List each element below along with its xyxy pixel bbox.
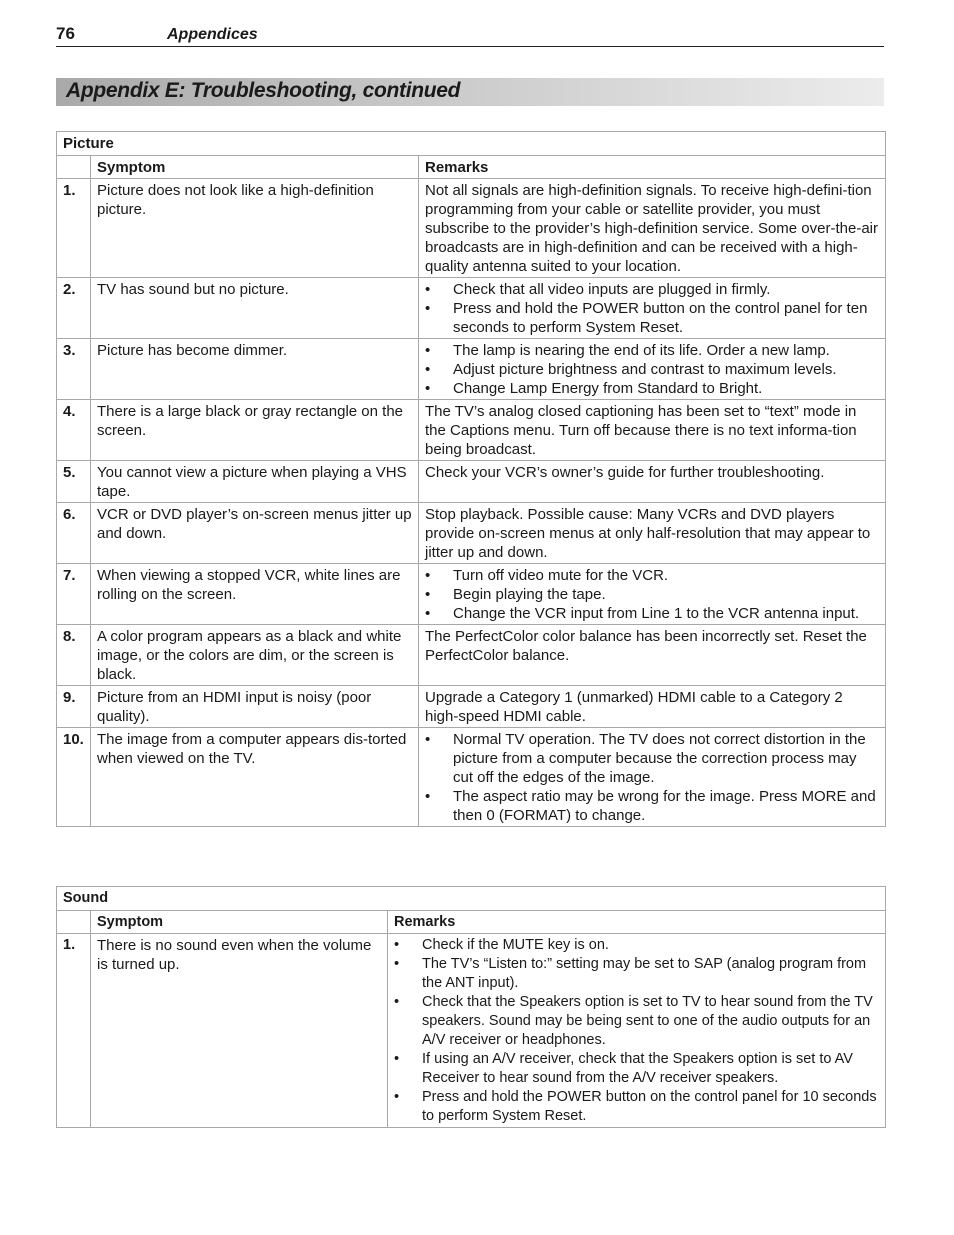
remarks-cell: The PerfectColor color balance has been incorrectly set. Reset the PerfectColor balance. <box>419 625 886 686</box>
remarks-bullet: • Adjust picture brightness and contrast to maximum levels. <box>425 360 879 379</box>
symptom-cell: Picture does not look like a high-definition picture. <box>91 179 419 278</box>
remarks-bullet-list <box>425 730 879 825</box>
remarks-bullet-list <box>394 936 879 1126</box>
row-number: 1. <box>57 934 91 1128</box>
symptom-column-header: Symptom <box>91 911 388 934</box>
row-number: 7. <box>57 564 91 625</box>
table-row <box>57 278 886 339</box>
remarks-bullet-list <box>425 566 879 623</box>
remarks-bullet-list <box>425 280 879 337</box>
remarks-bullet: • The lamp is nearing the end of its life. Order a new lamp. <box>425 341 879 360</box>
row-number: 10. <box>57 728 91 827</box>
remarks-bullet-list <box>425 341 879 398</box>
symptom-cell: When viewing a stopped VCR, white lines are rolling on the screen. <box>91 564 419 625</box>
symptom-cell: Picture has become dimmer. <box>91 339 419 400</box>
remarks-cell <box>419 278 886 339</box>
symptom-cell: There is no sound even when the volume is turned up. <box>91 934 388 1128</box>
row-number: 5. <box>57 461 91 503</box>
symptom-cell: Picture from an HDMI input is noisy (poor quality). <box>91 686 419 728</box>
remarks-bullet: • Begin playing the tape. <box>425 585 879 604</box>
remarks-cell: Stop playback. Possible cause: Many VCRs and DVD players provide on-screen menus at only half-resolution that may appear to jitter up and down. <box>419 503 886 564</box>
remarks-cell: Not all signals are high-definition signals. To receive high-defini-tion programming from your cable or satellite provider, you must subscribe to the provider’s high-definition service. Some over-the-air broadcasts are in high-definition and can be received with a high-quality antenna suited to your location. <box>419 179 886 278</box>
table-row <box>57 625 886 686</box>
symptom-cell: A color program appears as a black and white image, or the colors are dim, or the screen is black. <box>91 625 419 686</box>
remarks-bullet: • Check that the Speakers option is set to TV to hear sound from the TV speakers. Sound may be being sent to one of the audio outputs for an A/V receiver or headphones. <box>394 993 879 1050</box>
remarks-cell <box>419 564 886 625</box>
page-header <box>56 24 884 47</box>
table-row <box>57 179 886 278</box>
remarks-bullet: • Press and hold the POWER button on the control panel for ten seconds to perform System Reset. <box>425 299 879 337</box>
table-row <box>57 728 886 827</box>
symptom-cell: The image from a computer appears dis-torted when viewed on the TV. <box>91 728 419 827</box>
row-number: 9. <box>57 686 91 728</box>
table-row <box>57 461 886 503</box>
symptom-cell: There is a large black or gray rectangle on the screen. <box>91 400 419 461</box>
table-row <box>57 934 886 1128</box>
sound-troubleshooting-table <box>56 886 886 1128</box>
remarks-cell: Check your VCR’s owner’s guide for further troubleshooting. <box>419 461 886 503</box>
remarks-bullet: • Check that all video inputs are plugged in firmly. <box>425 280 879 299</box>
table-row <box>57 503 886 564</box>
page-number: 76 <box>56 24 75 43</box>
appendix-title-bar <box>56 78 884 106</box>
remarks-column-header: Remarks <box>388 911 886 934</box>
remarks-bullet: • Turn off video mute for the VCR. <box>425 566 879 585</box>
row-number: 6. <box>57 503 91 564</box>
row-number: 4. <box>57 400 91 461</box>
symptom-cell: VCR or DVD player’s on-screen menus jitter up and down. <box>91 503 419 564</box>
header-spacer <box>57 156 91 179</box>
section-row <box>57 887 886 911</box>
row-number: 2. <box>57 278 91 339</box>
row-number: 3. <box>57 339 91 400</box>
column-header-row <box>57 156 886 179</box>
remarks-bullet: • Change the VCR input from Line 1 to the VCR antenna input. <box>425 604 879 623</box>
table-row <box>57 564 886 625</box>
remarks-cell <box>419 339 886 400</box>
remarks-bullet: • Press and hold the POWER button on the control panel for 10 seconds to perform System Reset. <box>394 1088 879 1126</box>
table-row <box>57 400 886 461</box>
section-row <box>57 132 886 156</box>
remarks-bullet: • The aspect ratio may be wrong for the image. Press MORE and then 0 (FORMAT) to change. <box>425 787 879 825</box>
running-section-title: Appendices <box>167 26 258 43</box>
section-heading: Sound <box>57 887 886 911</box>
remarks-cell <box>419 728 886 827</box>
remarks-cell <box>388 934 886 1128</box>
remarks-column-header: Remarks <box>419 156 886 179</box>
column-header-row <box>57 911 886 934</box>
remarks-bullet: • If using an A/V receiver, check that the Speakers option is set to AV Receiver to hear sound from the A/V receiver speakers. <box>394 1050 879 1088</box>
row-number: 1. <box>57 179 91 278</box>
section-heading: Picture <box>57 132 886 156</box>
header-spacer <box>57 911 91 934</box>
symptom-cell: You cannot view a picture when playing a VHS tape. <box>91 461 419 503</box>
remarks-bullet: • Check if the MUTE key is on. <box>394 936 879 955</box>
remarks-bullet: • Normal TV operation. The TV does not correct distortion in the picture from a computer because the correction process may cut off the edges of the image. <box>425 730 879 787</box>
remarks-cell: Upgrade a Category 1 (unmarked) HDMI cable to a Category 2 high-speed HDMI cable. <box>419 686 886 728</box>
picture-troubleshooting-table <box>56 131 886 827</box>
row-number: 8. <box>57 625 91 686</box>
table-row <box>57 686 886 728</box>
remarks-cell: The TV’s analog closed captioning has been set to “text” mode in the Captions menu. Turn off because there is no text informa-tion being broadcast. <box>419 400 886 461</box>
symptom-column-header: Symptom <box>91 156 419 179</box>
remarks-bullet: • Change Lamp Energy from Standard to Bright. <box>425 379 879 398</box>
table-row <box>57 339 886 400</box>
page-title: Appendix E: Troubleshooting, continued <box>66 79 461 102</box>
remarks-bullet: • The TV’s “Listen to:” setting may be set to SAP (analog program from the ANT input). <box>394 955 879 993</box>
symptom-cell: TV has sound but no picture. <box>91 278 419 339</box>
